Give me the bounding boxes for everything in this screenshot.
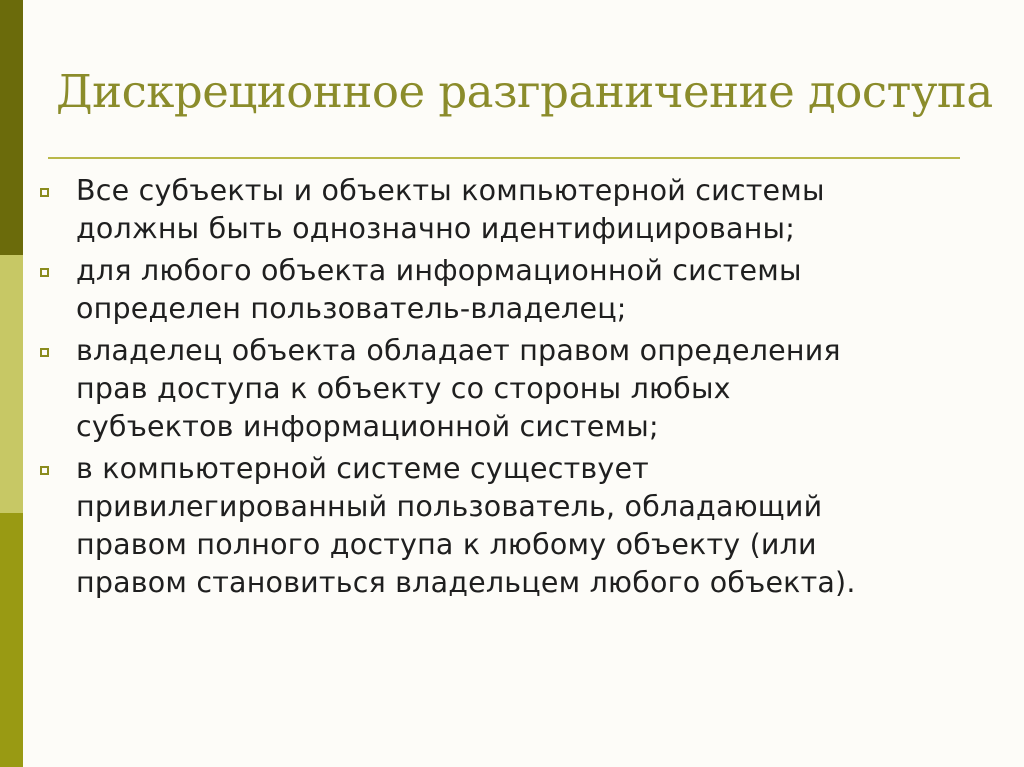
- title-divider: [48, 157, 960, 159]
- square-bullet-icon: [40, 268, 49, 277]
- bullet-text: для любого объекта информационной системы определен пользователь-владелец;: [76, 254, 802, 325]
- slide-title: Дискреционное разграничение доступа: [56, 65, 993, 118]
- bullet-item: [40, 252, 990, 328]
- sidebar-segment-middle: [0, 255, 23, 513]
- bullet-item: [40, 332, 990, 446]
- bullet-text: владелец объекта обладает правом определения прав доступа к объекту со стороны любых субъектов информационной системы;: [76, 334, 841, 443]
- sidebar-segment-bottom: [0, 513, 23, 767]
- square-bullet-icon: [40, 466, 49, 475]
- bullet-item: [40, 172, 990, 248]
- bullet-text: в компьютерной системе существует привилегированный пользователь, обладающий правом полного доступа к любому объекту (или правом становиться владельцем любого объекта).: [76, 452, 856, 599]
- square-bullet-icon: [40, 348, 49, 357]
- bullet-list: [40, 172, 990, 606]
- square-bullet-icon: [40, 188, 49, 197]
- sidebar-segment-top: [0, 0, 23, 255]
- bullet-item: [40, 450, 990, 602]
- bullet-text: Все субъекты и объекты компьютерной системы должны быть однозначно идентифицированы;: [76, 174, 825, 245]
